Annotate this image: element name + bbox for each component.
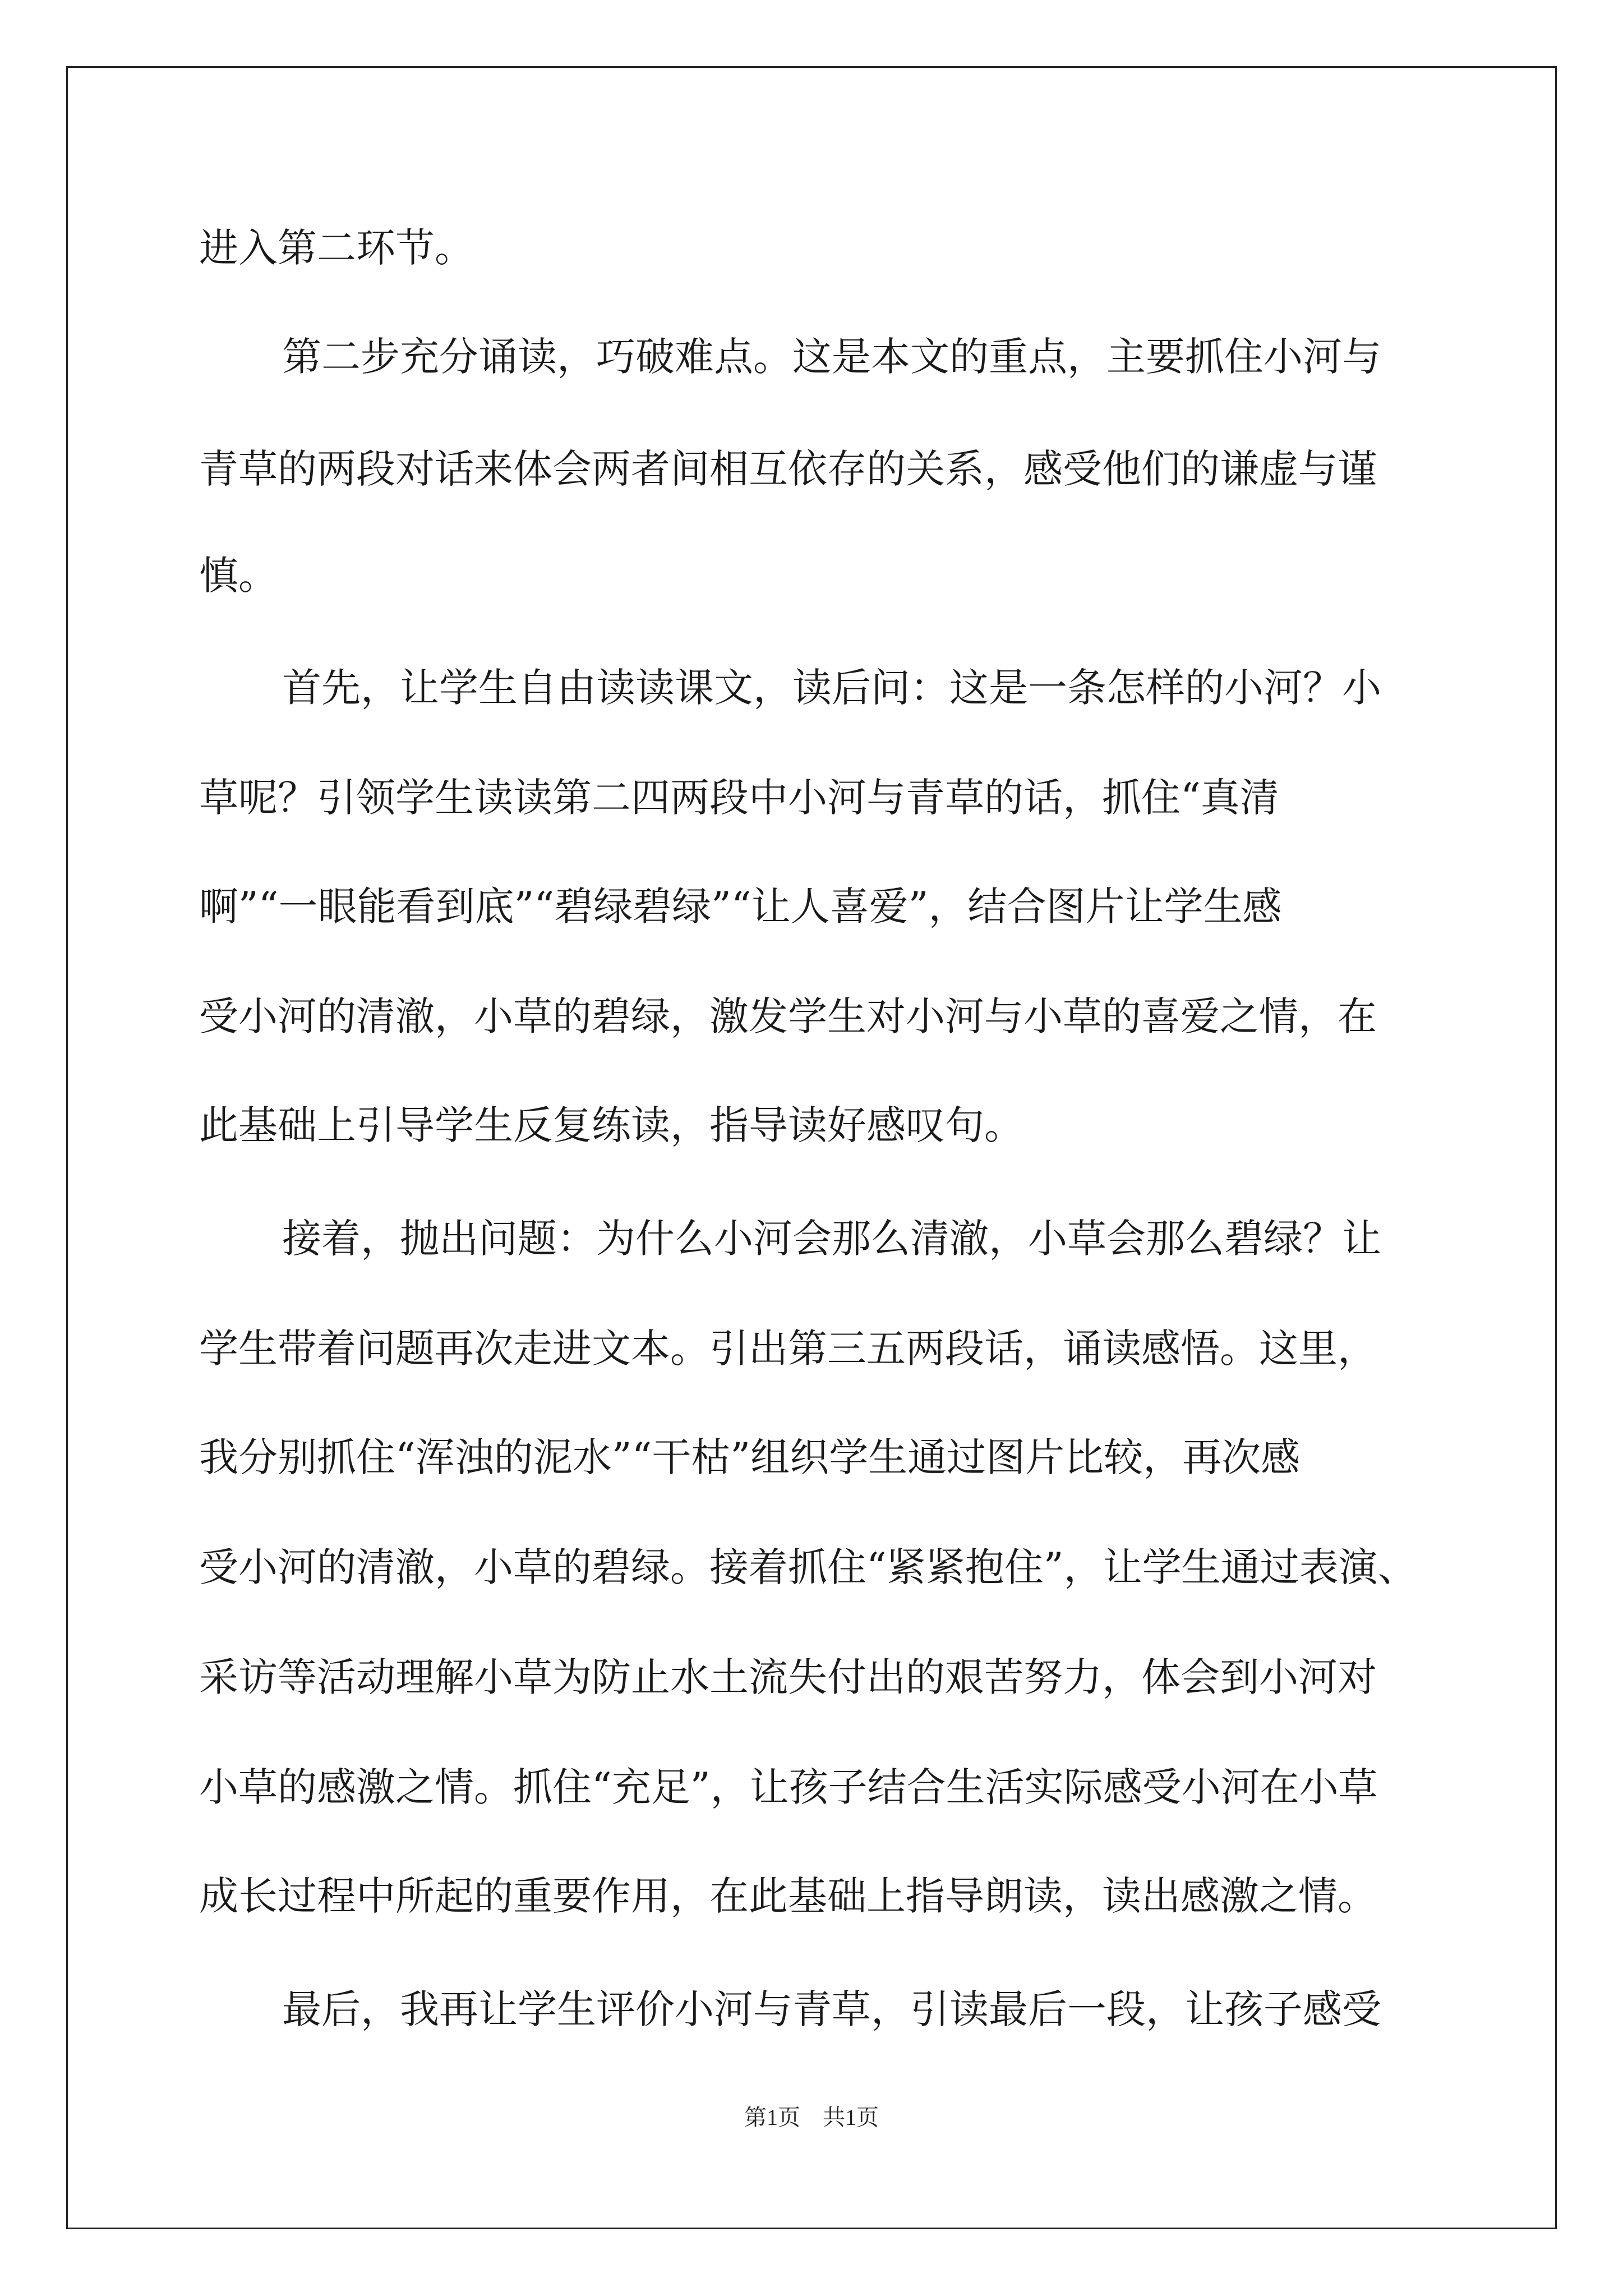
text-line: 啊”“一眼能看到底”“碧绿碧绿”“让人喜爱”，结合图片让学生感 [199,884,1282,930]
paragraph-start-line: 接着，抛出问题：为什么小河会那么清澈，小草会那么碧绿？让 [282,1216,1381,1262]
text-line: 青草的两段对话来体会两者间相互依存的关系，感受他们的谦虚与谨 [199,446,1377,492]
page-number-footer: 第1页 共1页 [744,2105,879,2130]
text-line: 成长过程中所起的重要作用，在此基础上指导朗读，读出感激之情。 [199,1873,1377,1919]
text-line: 小草的感激之情。抓住“充足”，让孩子结合生活实际感受小河在小草 [199,1764,1378,1810]
text-line: 此基础上引导学生反复练读，指导读好感叹句。 [199,1102,1023,1148]
text-line: 慎。 [199,553,278,599]
text-line: 采访等活动理解小草为防止水土流失付出的艰苦努力，体会到小河对 [199,1654,1377,1700]
text-line: 我分别抓住“浑浊的泥水”“干枯”组织学生通过图片比较，再次感 [199,1434,1301,1480]
text-line: 受小河的清澈，小草的碧绿，激发学生对小河与小草的喜爱之情，在 [199,993,1377,1039]
paragraph-start-line: 首先，让学生自由读读课文，读后问：这是一条怎样的小河？小 [282,665,1381,711]
paragraph-start-line: 最后，我再让学生评价小河与青草，引读最后一段，让孩子感受 [282,1986,1381,2032]
paragraph-start-line: 第二步充分诵读，巧破难点。这是本文的重点，主要抓住小河与 [282,334,1381,380]
text-line: 受小河的清澈，小草的碧绿。接着抓住“紧紧抱住”，让学生通过表演、 [199,1544,1417,1590]
text-line: 进入第二环节。 [199,225,474,271]
text-line: 学生带着问题再次走进文本。引出第三五两段话，诵读感悟。这里， [199,1326,1377,1372]
text-line: 草呢？引领学生读读第二四两段中小河与青草的话，抓住“真清 [199,775,1279,821]
